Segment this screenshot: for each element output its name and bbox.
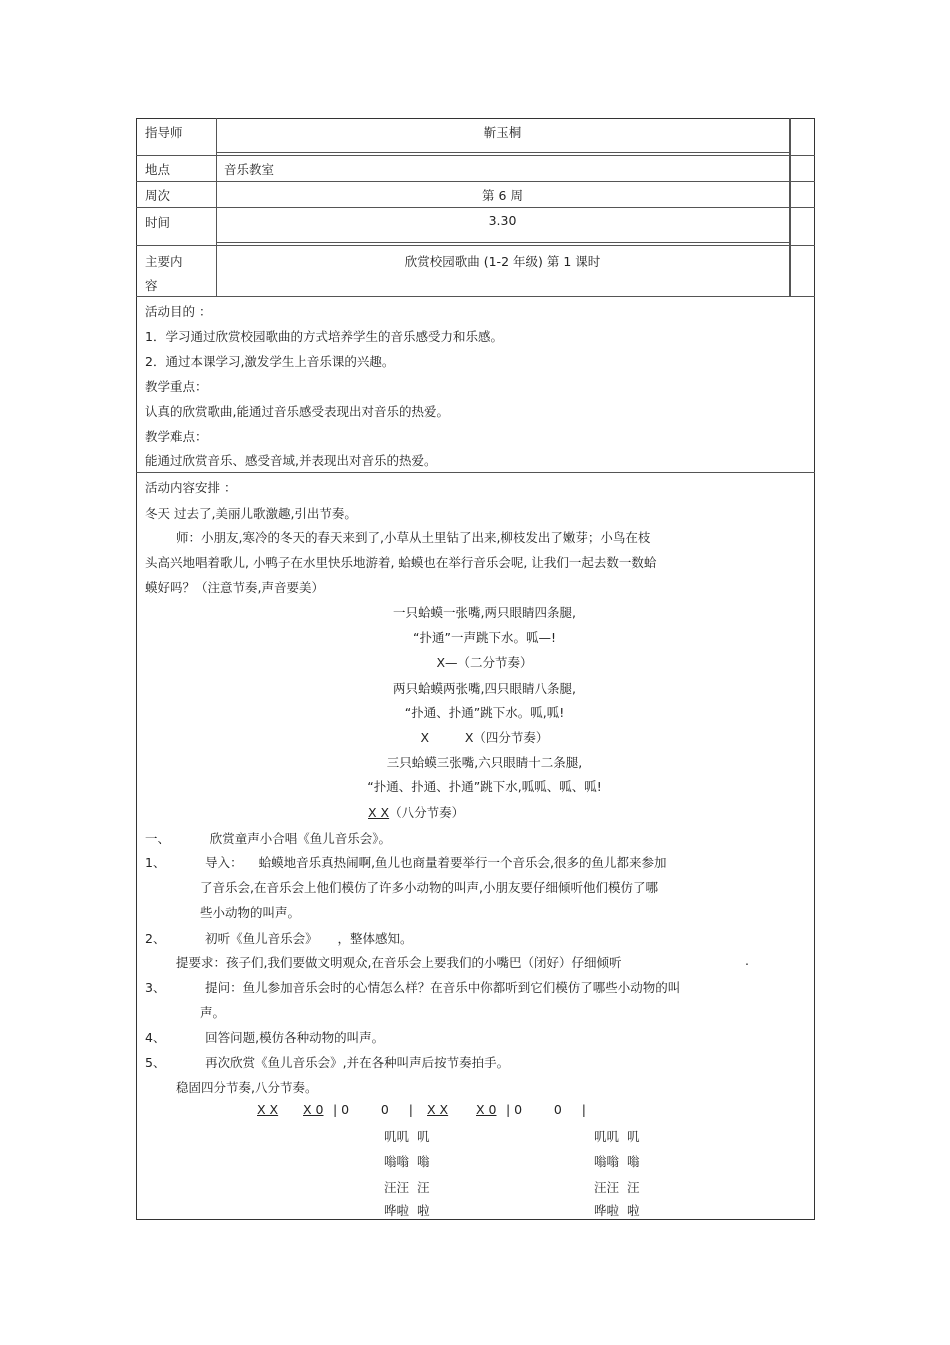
- consolidate-text: 稳固四分节奏,八分节奏。: [176, 1080, 318, 1095]
- rhyme-line: 一只蛤蟆一张嘴,两只眼睛四条腿,: [393, 605, 576, 620]
- step-text: 1、 导入： 蛤蟆地音乐真热闹啊,鱼儿也商量着要举行一个音乐会,很多的鱼儿都来参加: [145, 855, 667, 870]
- sound-left: 汪汪 汪: [384, 1180, 430, 1195]
- row-divider: [136, 296, 815, 297]
- sound-left: 哗啦 啦: [384, 1203, 430, 1218]
- teacher-label: 指导师: [145, 125, 183, 140]
- teacher-speech: 师：小朋友,寒冷的冬天的春天来到了,小草从土里钻了出来,柳枝发出了嫩芽；小鸟在枝: [176, 530, 651, 545]
- rhythm-x0: X 0: [476, 1102, 497, 1117]
- time-label: 时间: [145, 215, 171, 230]
- step-text-dot: .: [745, 953, 749, 968]
- intro-line: 冬天 过去了,美丽儿歌激趣,引出节奏。: [145, 506, 357, 521]
- sound-right: 叽叽 叽: [594, 1129, 640, 1144]
- row-divider-inner: [216, 242, 789, 243]
- step-text: 提要求：孩子们,我们要做文明观众,在音乐会上要我们的小嘴巴（闭好）仔细倾听: [176, 955, 622, 970]
- teacher-speech: 蟆好吗？（注意节奏,声音要美）: [145, 580, 324, 595]
- time-value: 3.30: [488, 213, 517, 228]
- place-label: 地点: [145, 162, 171, 177]
- rhyme-line: “扑通”一声跳下水。呱—!: [413, 630, 556, 645]
- sound-right: 汪汪 汪: [594, 1180, 640, 1195]
- focus-text: 认真的欣赏歌曲,能通过音乐感受表现出对音乐的热爱。: [145, 404, 449, 419]
- step-text: 了音乐会,在音乐会上他们模仿了许多小动物的叫声,小朋友要仔细倾听他们模仿了哪: [200, 880, 658, 895]
- row-divider: [136, 155, 815, 156]
- rhyme-line: [368, 803, 464, 821]
- content-value: 欣赏校园歌曲 (1-2 年级) 第 1 课时: [404, 254, 601, 269]
- row-divider: [136, 245, 815, 246]
- place-value: 音乐教室: [224, 162, 275, 177]
- week-label: 周次: [145, 188, 171, 203]
- difficulty-text: 能通过欣赏音乐、感受音域,并表现出对音乐的热爱。: [145, 453, 437, 468]
- sound-right: 哗啦 啦: [594, 1203, 640, 1218]
- arrangement-title: 活动内容安排 ：: [145, 480, 237, 495]
- row-divider-inner: [216, 152, 789, 153]
- step-text: 些小动物的叫声。: [200, 905, 301, 920]
- goal-item: 1．学习通过欣赏校园歌曲的方式培养学生的音乐感受力和乐感。: [145, 329, 503, 344]
- goal-item: 2．通过本课学习,激发学生上音乐课的兴趣。: [145, 354, 395, 369]
- step-text: 3、 提问：鱼儿参加音乐会时的心情怎么样？在音乐中你都听到它们模仿了哪些小动物的叫: [145, 980, 681, 995]
- difficulty-title: 教学难点：: [145, 429, 208, 444]
- rhythm-xx: X X: [257, 1102, 279, 1117]
- sound-left: 叽叽 叽: [384, 1129, 430, 1144]
- rhyme-line: X X（四分节奏）: [420, 730, 549, 745]
- eighth-note-label: X X: [368, 805, 390, 820]
- sound-left: 嗡嗡 嗡: [384, 1154, 430, 1169]
- goals-title: 活动目的 ：: [145, 304, 212, 319]
- step-text: 声。: [200, 1005, 226, 1020]
- eighth-note-text: （八分节奏）: [389, 805, 465, 820]
- focus-title: 教学重点：: [145, 379, 208, 394]
- rhyme-line: 三只蛤蟆三张嘴,六只眼睛十二条腿,: [386, 755, 583, 770]
- rhythm-measure: | 0 0 |: [506, 1102, 586, 1117]
- rhyme-line: “扑通、扑通、扑通”跳下水,呱呱、呱、呱!: [367, 779, 602, 794]
- step-text: 4、 回答问题,模仿各种动物的叫声。: [145, 1030, 385, 1045]
- week-value: 第 6 周: [482, 188, 523, 203]
- sound-right: 嗡嗡 嗡: [594, 1154, 640, 1169]
- rhythm-x0: X 0: [303, 1102, 324, 1117]
- rhyme-line: “扑通、扑通”跳下水。呱,呱!: [404, 705, 565, 720]
- row-divider: [136, 181, 815, 182]
- teacher-speech: 头高兴地唱着歌儿, 小鸭子在水里快乐地游着, 蛤蟆也在举行音乐会呢, 让我们一起去数一数蛤: [145, 555, 657, 570]
- rhyme-line: 两只蛤蟆两张嘴,四只眼睛八条腿,: [393, 681, 576, 696]
- row-divider: [136, 472, 815, 473]
- step-text: 5、 再次欣赏《鱼儿音乐会》,并在各种叫声后按节奏拍手。: [145, 1055, 510, 1070]
- rhyme-line: X—（二分节奏）: [436, 655, 533, 670]
- step-text: 2、 初听《鱼儿音乐会》 ，整体感知。: [145, 931, 413, 946]
- teacher-value: 靳玉桐: [483, 125, 522, 140]
- content-label-line2: 容: [145, 278, 158, 293]
- step-heading: 一、 欣赏童声小合唱《鱼儿音乐会》。: [145, 831, 391, 846]
- rhythm-measure: | 0 0 |: [333, 1102, 413, 1117]
- content-label-line1: 主要内: [145, 254, 183, 269]
- rhythm-xx: X X: [427, 1102, 449, 1117]
- row-divider: [136, 207, 815, 208]
